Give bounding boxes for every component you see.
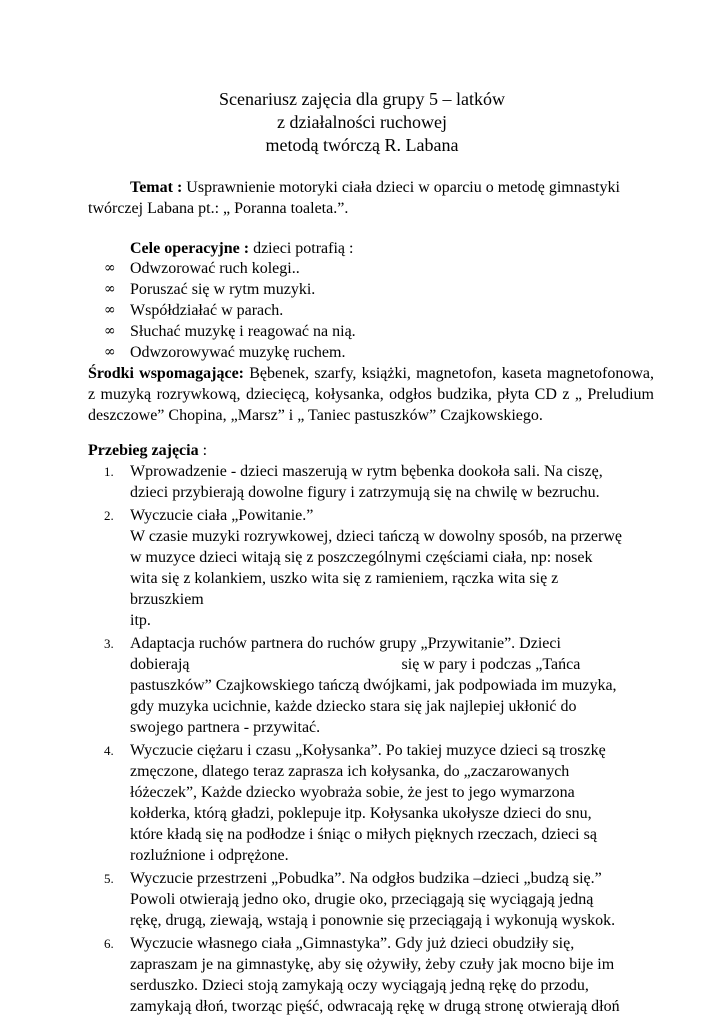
document-title	[0, 88, 724, 157]
step-body: Wyczucie ciężaru i czasu „Kołysanka”. Po takiej muzyce dzieci są troszkę zmęczone, dlatego teraz zaprasza ich kołysanka, do „zaczarowanych łóżeczek”, Każde dziecko wyobraża sobie, że jest to jego wymarzona kołderka, którą gładzi, poklepuje itp. Kołysanka ukołysze dzieci do snu, które kładą się na podłodze i śniąc o miłych pięknych rzeczach, dzieci są rozluźnione i odprężone.	[130, 742, 606, 864]
step-number: 4.	[104, 743, 114, 758]
temat-text: Usprawnienie motoryki ciała dzieci w oparciu o metodę gimnastyki twórczej Labana pt.: „ Poranna toaleta.”.	[88, 179, 620, 217]
step-body: Adaptacja ruchów partnera do ruchów grupy „Przywitanie”. Dzieci dobierają się w pary i podczas „Tańca pastuszków” Czajkowskiego tańczą dwójkami, jak podpowiada im muzyka, gdy muzyka ucichnie, każde dziecko stara się jak najlepiej ukłonić do swojego partnera - przywitać.	[130, 635, 617, 736]
infinity-bullet-icon: ∞	[104, 302, 116, 318]
list-item: ∞ Odwzorowywać muzykę ruchem.	[104, 344, 346, 361]
step-number: 3.	[104, 636, 114, 651]
step-number: 6.	[104, 936, 114, 951]
przebieg-label: Przebieg zajęcia	[88, 442, 199, 459]
srodki-text: Bębenek, szarfy, książki, magnetofon, kaseta magnetofonowa, z muzyką rozrywkową, dziecięcą, kołysanka, odgłos budzika, płyta CD z „ Preludium deszczowe” Chopina, „Marsz” i „ Taniec pastuszków” Czajkowskiego.	[88, 365, 654, 424]
srodki-paragraph	[88, 363, 654, 426]
infinity-bullet-icon: ∞	[104, 260, 116, 276]
list-item	[104, 505, 660, 631]
infinity-bullet-icon: ∞	[104, 281, 116, 297]
przebieg-heading	[88, 440, 654, 461]
step-number: 2.	[104, 508, 114, 523]
title-line-2: z działalności ruchowej	[277, 112, 447, 132]
temat-label: Temat :	[130, 179, 183, 196]
list-item	[104, 633, 660, 738]
list-item: ∞ Odwzorować ruch kolegi..	[104, 260, 300, 277]
step-number: 1.	[104, 464, 114, 479]
step-body: Wprowadzenie - dzieci maszerują w rytm bębenka dookoła sali. Na ciszę, dzieci przybierają dowolne figury i zatrzymują się na chwilę w bezruchu.	[130, 463, 603, 501]
temat-paragraph	[88, 177, 654, 219]
cele-label: Cele operacyjne :	[130, 240, 250, 257]
przebieg-steps	[104, 461, 660, 1019]
title-line-1: Scenariusz zajęcia dla grupy 5 – latków	[219, 89, 505, 109]
list-item: ∞ Poruszać się w rytm muzyki.	[104, 281, 316, 298]
cele-list	[104, 258, 664, 363]
infinity-bullet-icon: ∞	[104, 344, 116, 360]
step-body: Wyczucie przestrzeni „Pobudka”. Na odgłos budzika –dzieci „budzą się.” Powoli otwierają jedno oko, drugie oko, przeciągają się wyciągają jedną rękę, drugą, ziewają, wstają i ponownie się przeciągają i wykonują wyskok.	[130, 870, 616, 929]
przebieg-colon: :	[198, 442, 208, 459]
srodki-label: Środki wspomagające:	[88, 365, 245, 382]
list-item: ∞ Współdziałać w parach.	[104, 302, 284, 319]
step-number: 5.	[104, 871, 114, 886]
cele-intro: dzieci potrafią :	[249, 240, 354, 257]
infinity-bullet-icon: ∞	[104, 323, 116, 339]
step-body: Wyczucie ciała „Powitanie.” W czasie muzyki rozrywkowej, dzieci tańczą w dowolny sposób, na przerwę w muzyce dzieci witają się z poszczególnymi częściami ciała, np: nosek wita się z kolankiem, uszko wita się z ramieniem, rączka wita się z brzuszkiem itp.	[130, 507, 622, 629]
list-item	[104, 740, 660, 866]
cele-heading	[130, 238, 696, 259]
title-line-3: metodą twórczą R. Labana	[265, 135, 459, 155]
list-item: ∞ Słuchać muzykę i reagować na nią.	[104, 323, 356, 340]
list-item	[104, 933, 660, 1017]
list-item	[104, 461, 660, 503]
list-item	[104, 868, 660, 931]
step-body: Wyczucie własnego ciała „Gimnastyka”. Gdy już dzieci obudziły się, zapraszam je na gimnastykę, aby się ożywiły, żeby czuły jak mocno bije im serduszko. Dzieci stoją zamykają oczy wyciągają jedną rękę do przodu, zamykają dłoń, tworząc pięść, odwracają rękę w drugą stronę otwierają dłoń	[130, 935, 620, 1015]
